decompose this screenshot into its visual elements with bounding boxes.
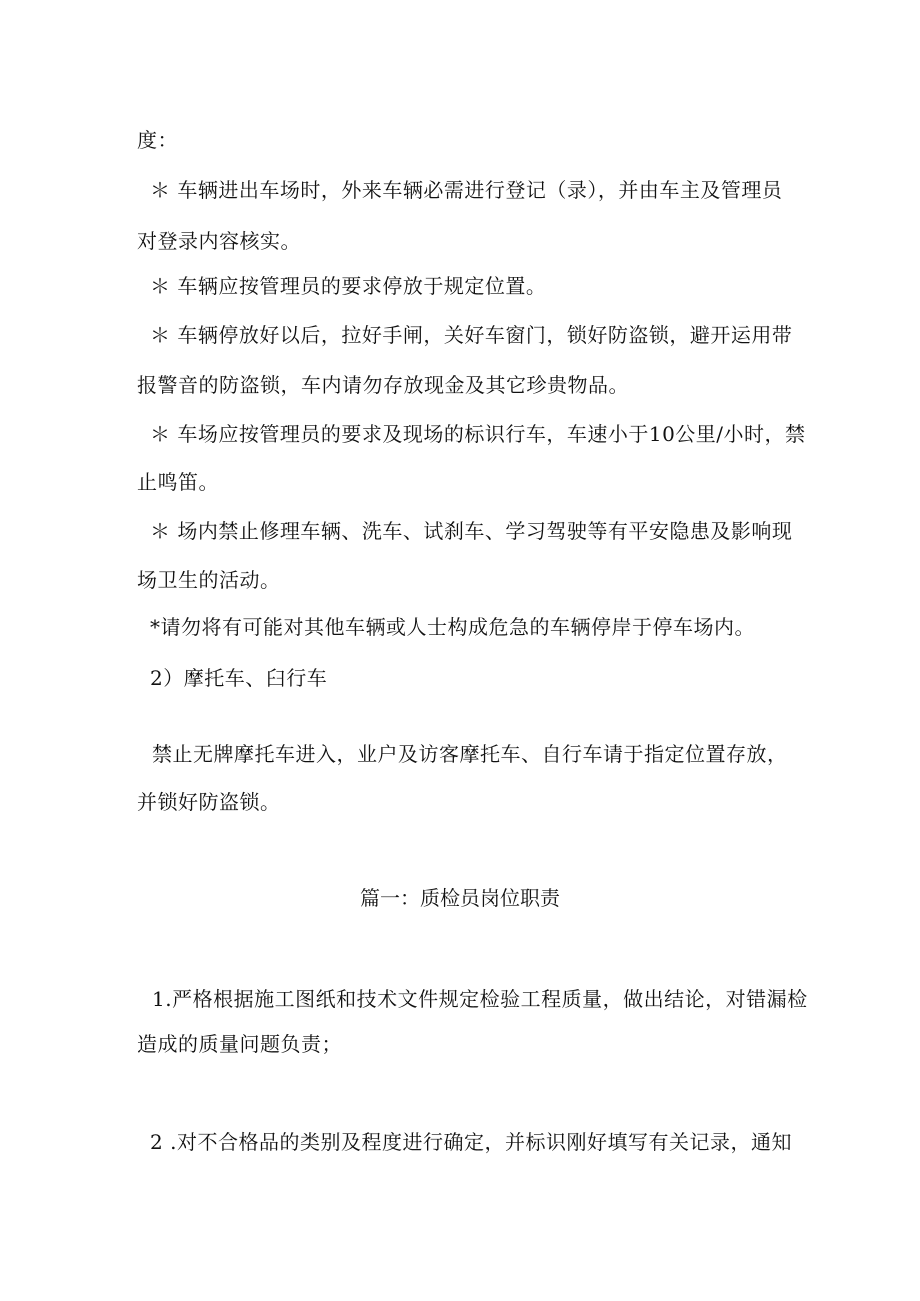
- text-line: 场卫生的活动。: [137, 568, 281, 592]
- text-line: ＊ 车辆应按管理员的要求停放于规定位置。: [150, 274, 547, 298]
- text-line: 2）摩托车、臼行车: [150, 666, 328, 690]
- text-line: 禁止无牌摩托车进入，业户及访客摩托车、自行车请于指定位置存放，: [152, 742, 788, 766]
- list-item: 1.严格根据施工图纸和技术文件规定检验工程质量，做出结论，对错漏检: [152, 987, 808, 1011]
- text-line: ＊ 车辆进出车场时，外来车辆必需进行登记（录），并由车主及管理员: [150, 178, 783, 202]
- text-line: 对登录内容核实。: [137, 229, 301, 253]
- text-line: ＊ 场内禁止修理车辆、洗车、试刹车、学习驾驶等有平安隐患及影响现: [150, 519, 793, 543]
- text-line: 度：: [137, 128, 178, 152]
- text-line: 并锁好防盗锁。: [137, 790, 281, 814]
- text-line: ＊ 车场应按管理员的要求及现场的标识行车，车速小于10公里/小时，禁: [150, 422, 806, 446]
- list-item: 造成的质量问题负责；: [137, 1032, 342, 1056]
- section-title: 篇一：质检员岗位职责: [360, 886, 560, 910]
- text-line: ＊ 车辆停放好以后，拉好手闸，关好车窗门，锁好防盗锁，避开运用带: [150, 323, 793, 347]
- text-line: 报警音的防盗锁，车内请勿存放现金及其它珍贵物品。: [137, 373, 629, 397]
- text-line: *请勿将有可能对其他车辆或人士构成危急的车辆停岸于停车场内。: [150, 615, 755, 639]
- list-item: 2 .对不合格品的类别及程度进行确定，并标识刚好填写有关记录，通知: [150, 1130, 792, 1154]
- text-line: 止鸣笛。: [137, 470, 219, 494]
